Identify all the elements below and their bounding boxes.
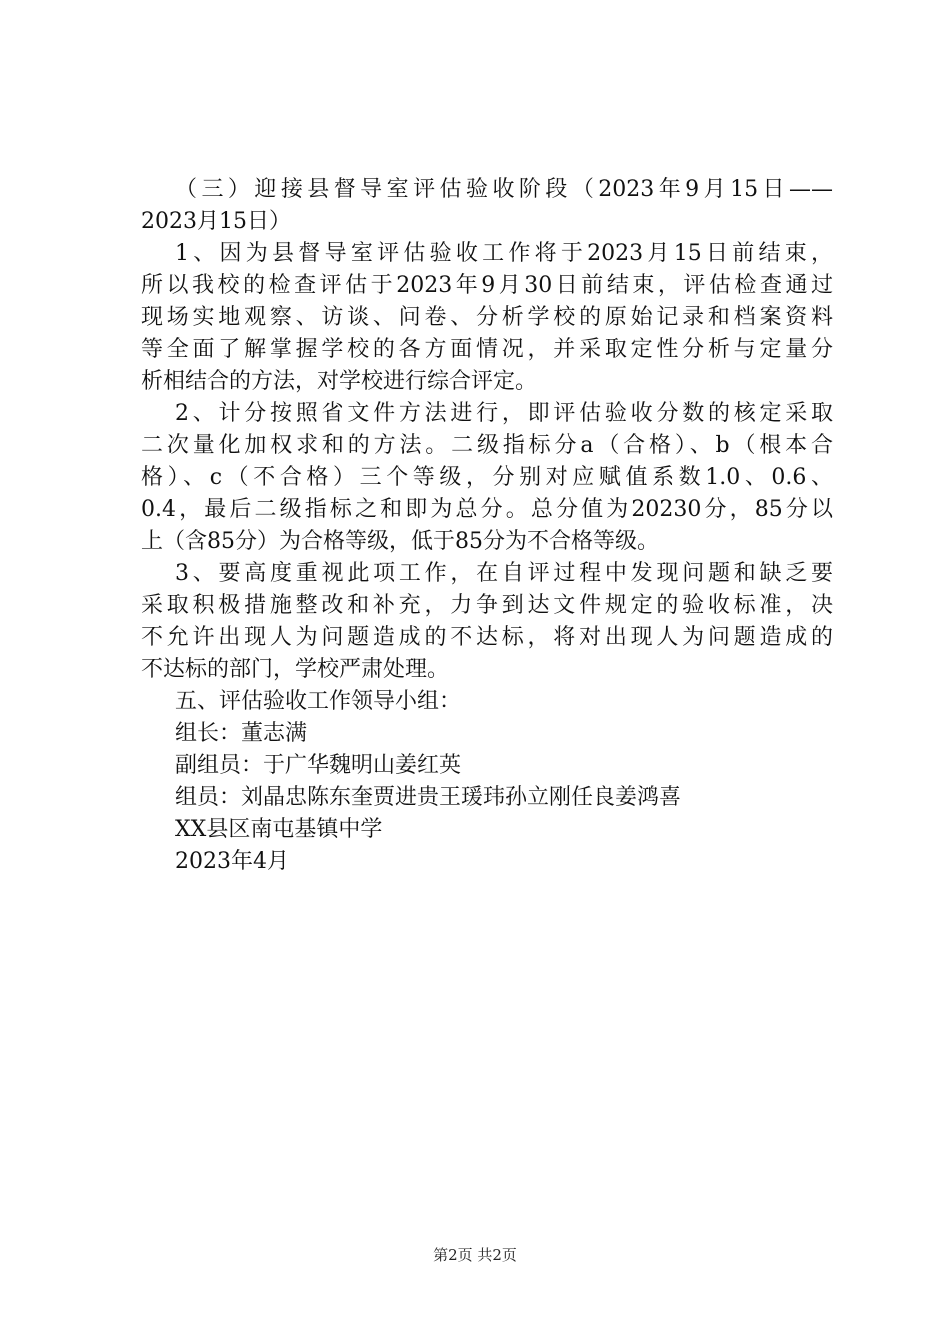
text-line: 0.4，最后二级指标之和即为总分。总分值为20230分，85分以 <box>141 497 833 522</box>
text-line: 不允许出现人为问题造成的不达标，将对出现人为问题造成的 <box>141 625 833 650</box>
text-line: 3、要高度重视此项工作，在自评过程中发现问题和缺乏要 <box>175 561 833 586</box>
text-line: XX县区南屯基镇中学 <box>175 817 383 842</box>
text-line: 2023月15日） <box>141 209 291 234</box>
text-line: 格）、c（不合格）三个等级，分别对应赋值系数1.0、0.6、 <box>141 465 833 490</box>
text-line: 采取积极措施整改和补充，力争到达文件规定的验收标准，决 <box>141 593 833 618</box>
text-line: 不达标的部门，学校严肃处理。 <box>141 657 450 682</box>
text-line: 2、计分按照省文件方法进行，即评估验收分数的核定采取 <box>175 401 833 426</box>
text-line: 2023年4月 <box>175 849 289 874</box>
text-line: 组员：刘晶忠陈东奎贾进贵王瑗玮孙立刚任良姜鸿喜 <box>175 785 682 810</box>
text-line: 组长：董志满 <box>175 721 308 746</box>
text-line: 副组员：于广华魏明山姜红英 <box>175 753 462 778</box>
text-line: 现场实地观察、访谈、问卷、分析学校的原始记录和档案资料 <box>141 305 833 330</box>
text-line: 1、因为县督导室评估验收工作将于2023月15日前结束， <box>175 241 833 266</box>
page-footer: 第2页 共2页 <box>433 1246 517 1264</box>
document-body <box>141 174 833 878</box>
text-line: 二次量化加权求和的方法。二级指标分a（合格）、b（根本合 <box>141 433 833 458</box>
text-line: 析相结合的方法，对学校进行综合评定。 <box>141 369 538 394</box>
text-line: （三）迎接县督导室评估验收阶段（2023年9月15日—— <box>175 177 833 202</box>
text-line: 上（含85分）为合格等级，低于85分为不合格等级。 <box>141 529 659 554</box>
text-line: 五、评估验收工作领导小组： <box>175 689 462 714</box>
text-line: 所以我校的检查评估于2023年9月30日前结束，评估检查通过 <box>141 273 833 298</box>
text-line: 等全面了解掌握学校的各方面情况，并采取定性分析与定量分 <box>141 337 833 362</box>
